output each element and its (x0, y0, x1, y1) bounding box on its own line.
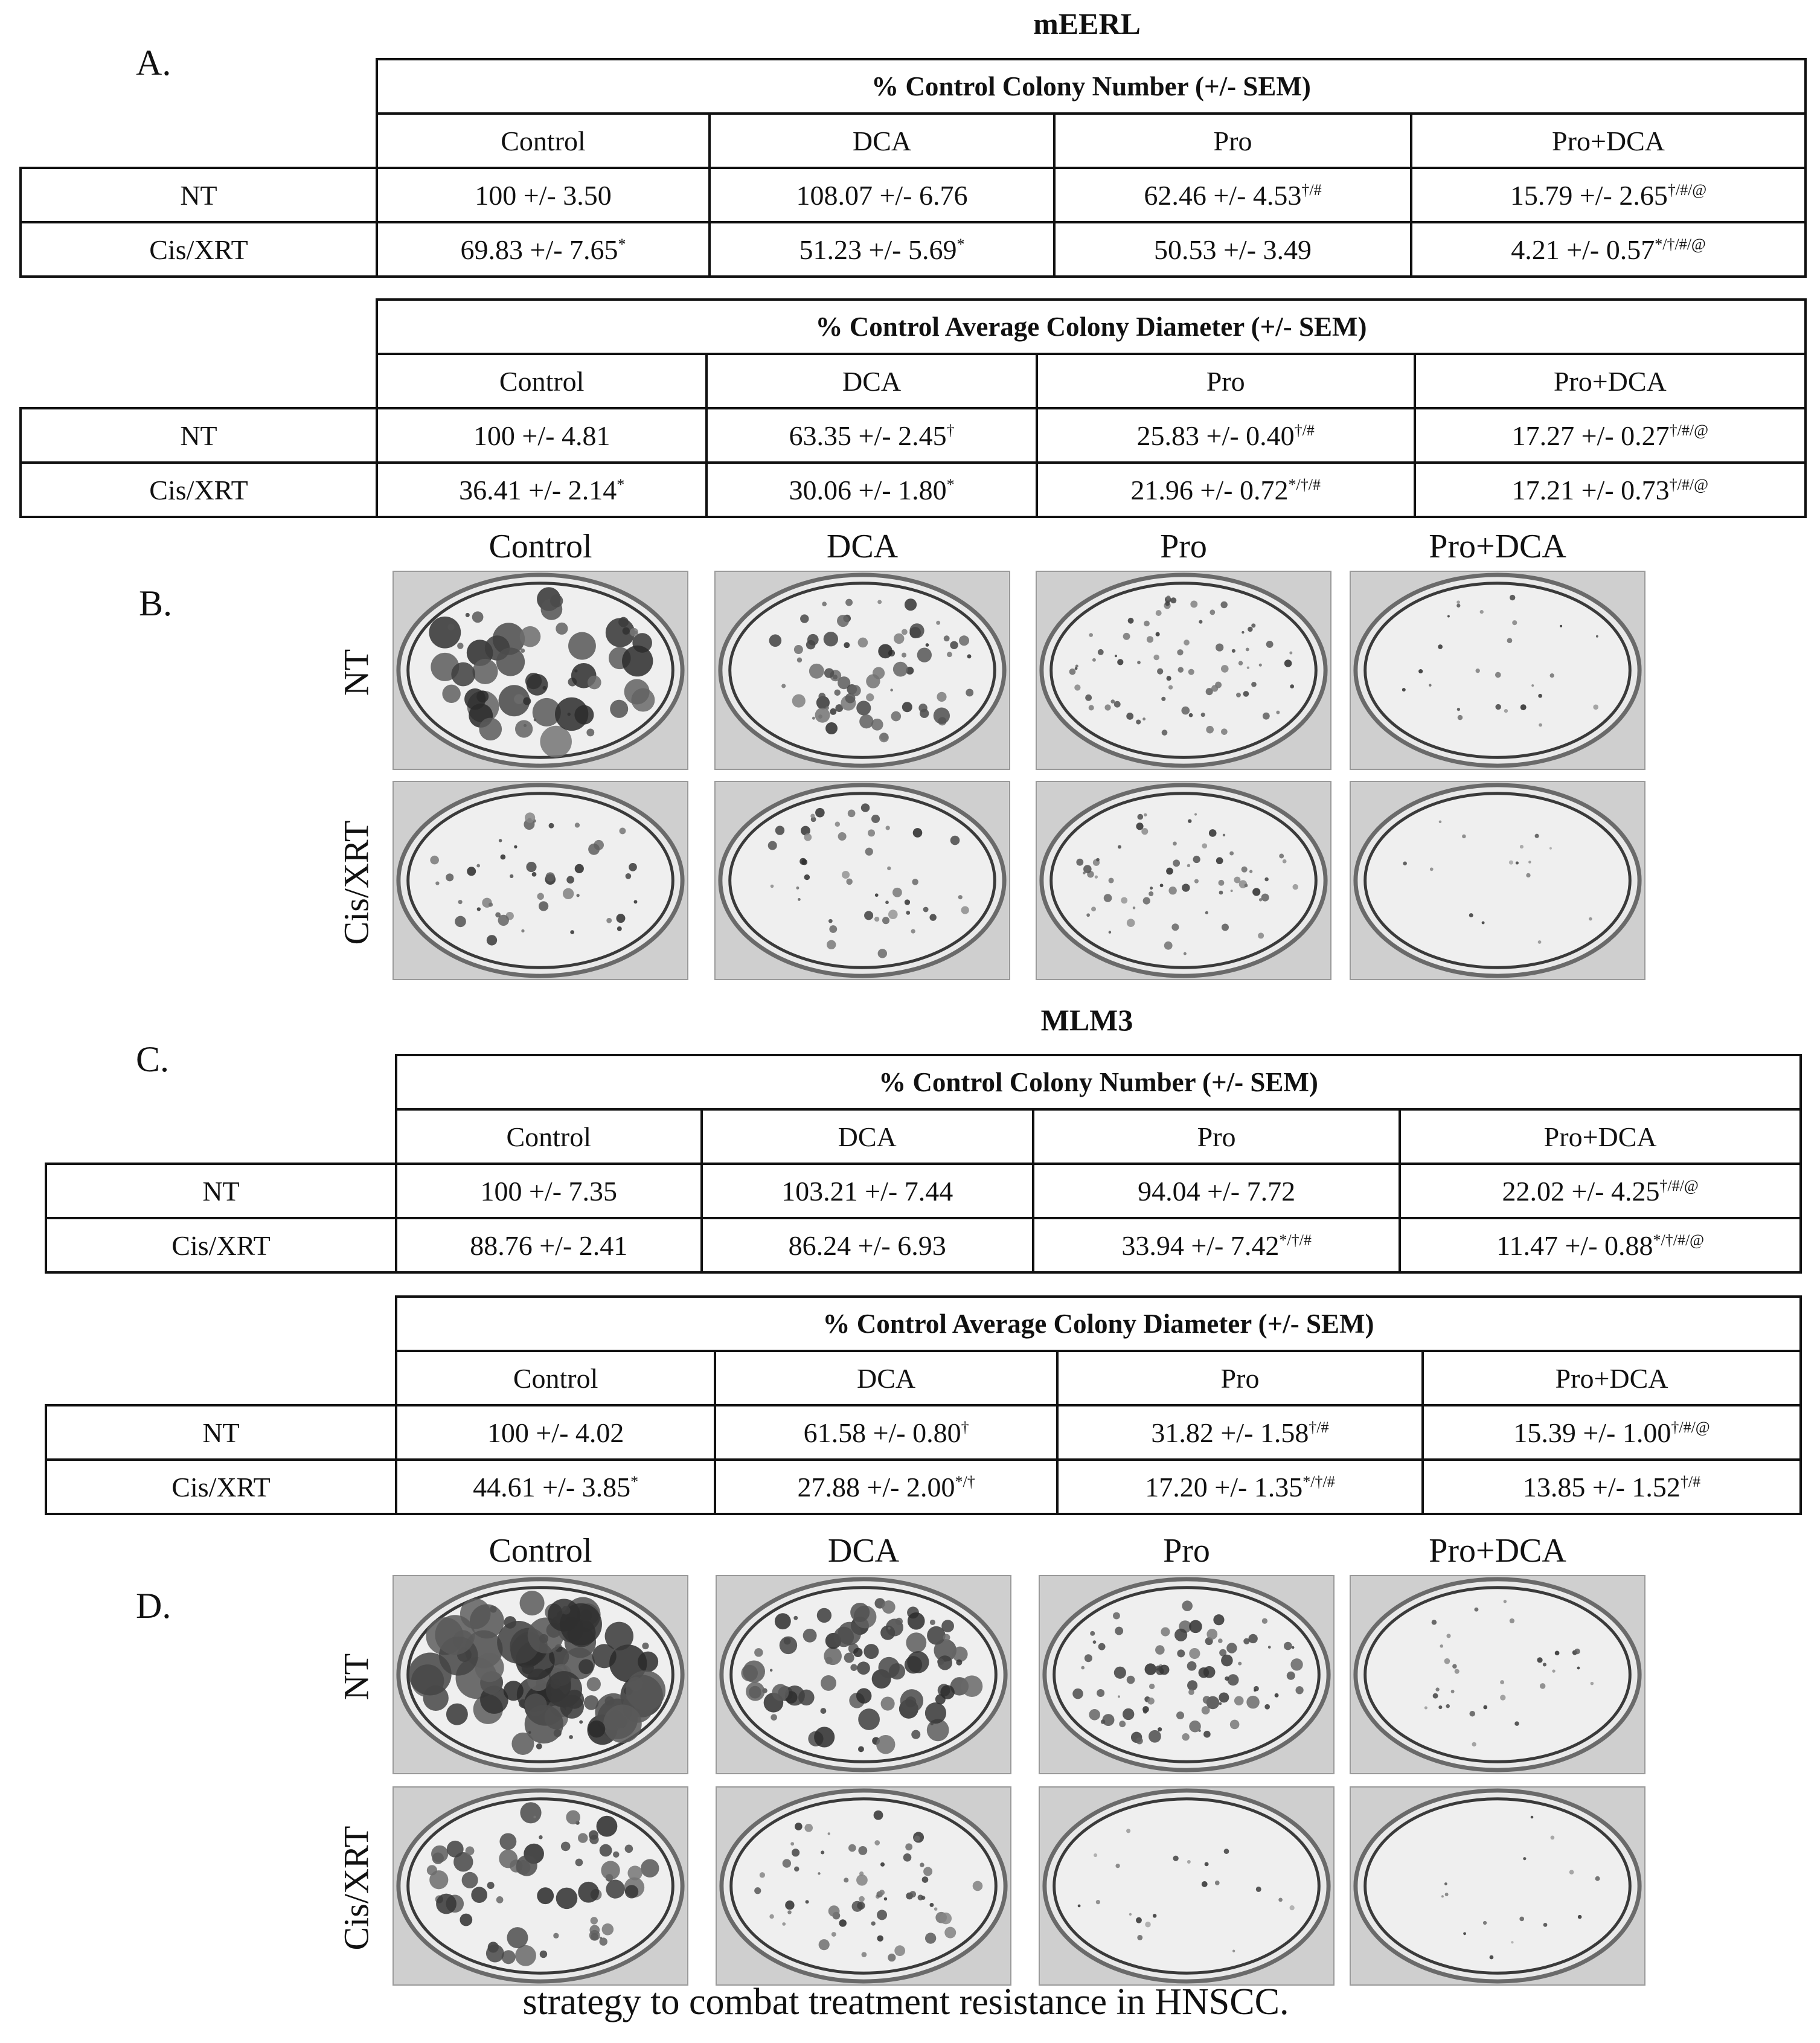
significance-marker: †/#/@ (1671, 1418, 1710, 1436)
column-header: Control (377, 354, 707, 408)
significance-marker: * (630, 1472, 639, 1490)
plate-column-label: Pro+DCA (1429, 528, 1566, 565)
table-cell (1423, 1460, 1801, 1514)
cell-value: 50.53 +/- 3.49 (1153, 234, 1312, 265)
significance-marker: †/#/@ (1659, 1176, 1699, 1195)
cell-value: 11.47 +/- 0.88 (1496, 1230, 1653, 1261)
colony-plate-image (393, 571, 688, 770)
table-title: % Control Colony Number (+/- SEM) (377, 59, 1806, 114)
table-cell (1037, 463, 1415, 517)
cell-value: 17.27 +/- 0.27 (1511, 420, 1670, 451)
column-header: Pro+DCA (1415, 354, 1806, 408)
colony-plate-image (393, 781, 688, 980)
cell-value: 22.02 +/- 4.25 (1502, 1175, 1660, 1207)
table-title: % Control Average Colony Diameter (+/- SEM) (396, 1297, 1801, 1351)
significance-marker: */†/#/@ (1653, 1231, 1705, 1249)
cell-value: 27.88 +/- 2.00 (797, 1471, 955, 1503)
cell-value: 100 +/- 3.50 (475, 179, 612, 211)
cell-value: 86.24 +/- 6.93 (788, 1230, 946, 1261)
column-header: Control (396, 1351, 715, 1405)
significance-marker: * (618, 235, 626, 253)
table-cell (715, 1460, 1057, 1514)
colony-plate-image (1350, 1575, 1645, 1774)
cell-value: 21.96 +/- 0.72 (1130, 474, 1289, 505)
significance-marker: †/#/@ (1669, 475, 1709, 493)
column-header: Pro (1033, 1109, 1400, 1164)
cell-value: 13.85 +/- 1.52 (1522, 1471, 1681, 1503)
panel-a-colony-number-table (19, 58, 1807, 278)
significance-marker: */†/#/@ (1655, 235, 1706, 253)
plate-column-label: Pro (1163, 1532, 1210, 1570)
table-cell (377, 408, 707, 463)
table-cell (1400, 1218, 1801, 1272)
cell-value: 103.21 +/- 7.44 (781, 1175, 953, 1207)
significance-marker: */†/# (1288, 475, 1321, 493)
panel-c-label: C. (136, 1039, 170, 1079)
panel-a-label: A. (136, 43, 171, 83)
column-header: Pro+DCA (1400, 1109, 1801, 1164)
significance-marker: * (956, 235, 965, 253)
cell-value: 4.21 +/- 0.57 (1511, 234, 1655, 265)
significance-marker: †/# (1680, 1472, 1701, 1490)
plate-row-label: NT (336, 1653, 376, 1701)
table-cell (396, 1218, 702, 1272)
cell-value: 63.35 +/- 2.45 (789, 420, 947, 451)
significance-marker: */†/# (1303, 1472, 1335, 1490)
significance-marker: †/# (1294, 421, 1315, 439)
colony-plate-image (393, 1786, 688, 1986)
colony-plate-image (1039, 1786, 1335, 1986)
table-cell (707, 463, 1036, 517)
cell-value: 100 +/- 4.81 (473, 420, 610, 451)
table-cell (396, 1164, 702, 1218)
significance-marker: †/# (1309, 1418, 1329, 1436)
table-cell (1057, 1460, 1423, 1514)
column-header: DCA (702, 1109, 1033, 1164)
column-header: DCA (710, 114, 1054, 168)
panel-c-cell-line-title: MLM3 (1040, 1003, 1133, 1037)
table-cell (1415, 408, 1806, 463)
plate-row-label: Cis/XRT (336, 1826, 376, 1951)
plate-column-label: DCA (826, 528, 899, 565)
row-label: NT (21, 168, 377, 222)
table-cell (1033, 1164, 1400, 1218)
table-cell (396, 1405, 715, 1460)
plate-column-label: DCA (827, 1532, 900, 1570)
colony-plate-image (393, 1575, 688, 1774)
significance-marker: †/# (1301, 181, 1322, 199)
column-header: Pro (1037, 354, 1415, 408)
cell-value: 17.21 +/- 0.73 (1511, 474, 1670, 505)
row-label: NT (46, 1405, 396, 1460)
column-header: Pro (1054, 114, 1411, 168)
column-header: Pro (1057, 1351, 1423, 1405)
cell-value: 61.58 +/- 0.80 (803, 1417, 961, 1448)
panel-b-label: B. (139, 583, 173, 623)
significance-marker: * (946, 475, 955, 493)
significance-marker: †/#/@ (1669, 421, 1709, 439)
table-cell (715, 1405, 1057, 1460)
cell-value: 51.23 +/- 5.69 (799, 234, 957, 265)
row-label: Cis/XRT (21, 463, 377, 517)
table-cell (1057, 1405, 1423, 1460)
panel-a-colony-diameter-table (19, 298, 1807, 518)
cell-value: 25.83 +/- 0.40 (1136, 420, 1295, 451)
table-cell (1423, 1405, 1801, 1460)
cell-value: 62.46 +/- 4.53 (1144, 179, 1302, 211)
column-header: DCA (715, 1351, 1057, 1405)
table-cell (1411, 168, 1806, 222)
significance-marker: †/#/@ (1667, 181, 1707, 199)
cell-value: 30.06 +/- 1.80 (789, 474, 947, 505)
colony-plate-image (714, 781, 1010, 980)
table-cell (377, 168, 710, 222)
panel-c-colony-number-table (45, 1054, 1802, 1274)
panel-a-cell-line-title: mEERL (1033, 7, 1141, 40)
column-header: Pro+DCA (1423, 1351, 1801, 1405)
column-header: Control (396, 1109, 702, 1164)
colony-plate-image (716, 1786, 1011, 1986)
column-header: Control (377, 114, 710, 168)
table-cell (1033, 1218, 1400, 1272)
colony-plate-image (716, 1575, 1011, 1774)
colony-plate-image (1350, 781, 1645, 980)
table-cell (710, 222, 1054, 277)
table-cell (1037, 408, 1415, 463)
table-cell (1415, 463, 1806, 517)
cell-value: 17.20 +/- 1.35 (1145, 1471, 1303, 1503)
column-header: Pro+DCA (1411, 114, 1806, 168)
cell-value: 33.94 +/- 7.42 (1121, 1230, 1280, 1261)
significance-marker: */† (955, 1472, 975, 1490)
significance-marker: † (961, 1418, 969, 1436)
plate-column-label: Control (489, 1532, 592, 1570)
significance-marker: */†/# (1279, 1231, 1312, 1249)
table-cell (1054, 222, 1411, 277)
cell-value: 69.83 +/- 7.65 (460, 234, 618, 265)
row-label: NT (46, 1164, 396, 1218)
row-label: Cis/XRT (21, 222, 377, 277)
row-label: Cis/XRT (46, 1460, 396, 1514)
colony-plate-image (1036, 571, 1331, 770)
significance-marker: * (617, 475, 625, 493)
panel-d-label: D. (136, 1586, 171, 1626)
panel-c-colony-diameter-table (45, 1295, 1802, 1515)
row-label: NT (21, 408, 377, 463)
figure-caption-fragment: strategy to combat treatment resistance in HNSCC. (522, 1981, 1289, 2022)
cell-value: 88.76 +/- 2.41 (470, 1230, 628, 1261)
cell-value: 15.39 +/- 1.00 (1513, 1417, 1671, 1448)
table-title: % Control Colony Number (+/- SEM) (396, 1055, 1801, 1109)
table-cell (396, 1460, 715, 1514)
cell-value: 100 +/- 7.35 (480, 1175, 618, 1207)
plate-column-label: Pro (1160, 528, 1207, 565)
table-cell (1400, 1164, 1801, 1218)
table-title: % Control Average Colony Diameter (+/- SEM) (377, 300, 1806, 354)
cell-value: 94.04 +/- 7.72 (1138, 1175, 1296, 1207)
table-cell (702, 1218, 1033, 1272)
column-header: DCA (707, 354, 1036, 408)
colony-plate-image (1350, 1786, 1645, 1986)
plate-row-label: Cis/XRT (336, 820, 376, 945)
table-cell (1054, 168, 1411, 222)
plate-column-label: Pro+DCA (1429, 1532, 1566, 1570)
cell-value: 100 +/- 4.02 (487, 1417, 624, 1448)
row-label: Cis/XRT (46, 1218, 396, 1272)
table-cell (1411, 222, 1806, 277)
significance-marker: † (946, 421, 955, 439)
colony-plate-image (714, 571, 1010, 770)
table-cell (377, 463, 707, 517)
cell-value: 15.79 +/- 2.65 (1510, 179, 1668, 211)
colony-plate-image (1036, 781, 1331, 980)
plate-row-label: NT (336, 649, 376, 696)
cell-value: 36.41 +/- 2.14 (459, 474, 617, 505)
cell-value: 44.61 +/- 3.85 (473, 1471, 631, 1503)
colony-plate-image (1350, 571, 1645, 770)
table-cell (710, 168, 1054, 222)
plate-column-label: Control (489, 528, 592, 565)
cell-value: 31.82 +/- 1.58 (1151, 1417, 1309, 1448)
table-cell (377, 222, 710, 277)
table-cell (707, 408, 1036, 463)
table-cell (702, 1164, 1033, 1218)
cell-value: 108.07 +/- 6.76 (796, 179, 968, 211)
colony-plate-image (1039, 1575, 1335, 1774)
